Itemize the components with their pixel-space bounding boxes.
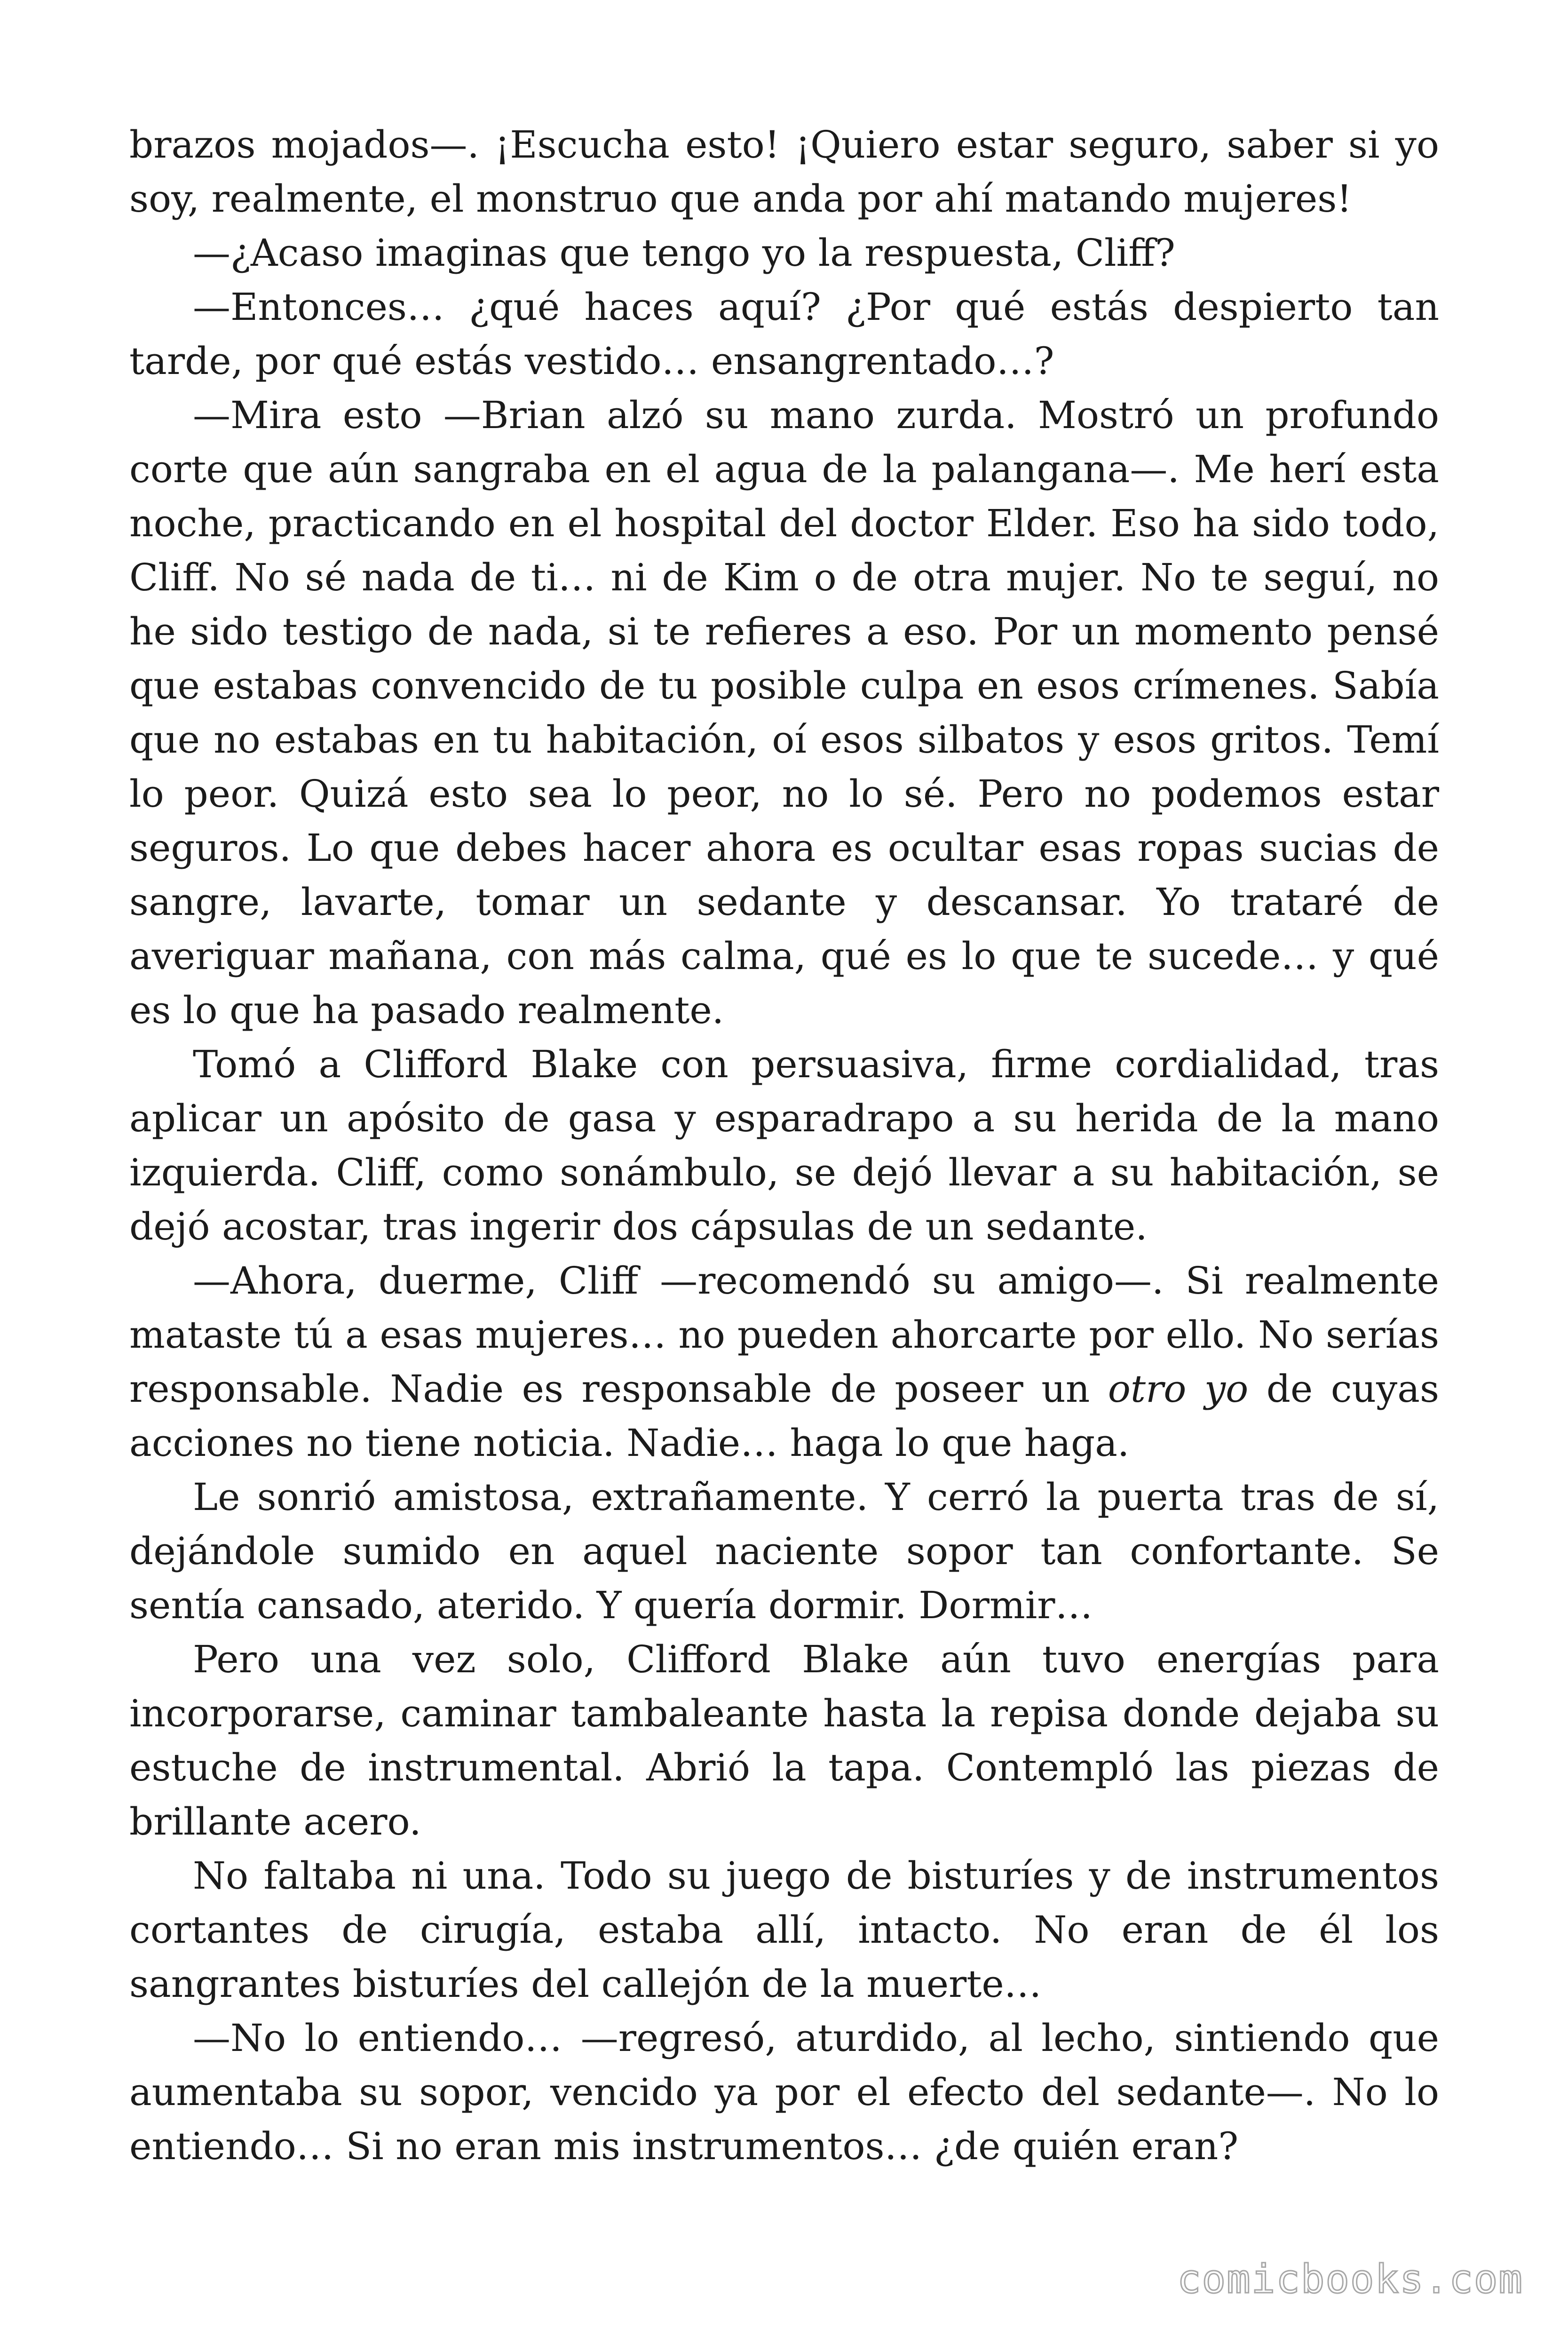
paragraph: —No lo entiendo… —regresó, aturdido, al lecho, sintiendo que aumentaba su sopor, vencido ya por el efecto del sedante—. No lo entiendo… Si no eran mis instrumentos… ¿de quién eran? <box>129 2016 1439 2168</box>
paragraph: —Entonces… ¿qué haces aquí? ¿Por qué estás despierto tan tarde, por qué estás vestido… ensangrentado…? <box>129 285 1439 383</box>
paragraph-continuation: brazos mojados—. ¡Escucha esto! ¡Quiero estar seguro, saber si yo soy, realmente, el monstruo que anda por ahí matando mujeres! <box>129 123 1439 221</box>
paragraph-text-before: —Ahora, duerme, Cliff —recomendó su amigo—. Si realmente mataste tú a esas mujeres… no pueden ahorcarte por ello. No serías responsable. Nadie es responsable de poseer un <box>129 1259 1439 1411</box>
paragraph <box>129 1254 1439 1470</box>
paragraph: Le sonrió amistosa, extrañamente. Y cerró la puerta tras de sí, dejándole sumido en aquel naciente sopor tan confortante. Se sentía cansado, aterido. Y quería dormir. Dormir… <box>129 1475 1439 1627</box>
paragraph: —Mira esto —Brian alzó su mano zurda. Mostró un profundo corte que aún sangraba en el agua de la palangana—. Me herí esta noche, practicando en el hospital del doctor Elder. Eso ha sido todo, Cliff. No sé nada de ti… ni de Kim o de otra mujer. No te seguí, no he sido testigo de nada, si te refieres a eso. Por un momento pensé que estabas convencido de tu posible culpa en esos crímenes. Sabía que no estabas en tu habitación, oí esos silbatos y esos gritos. Temí lo peor. Quizá esto sea lo peor, no lo sé. Pero no podemos estar seguros. Lo que debes hacer ahora es ocultar esas ropas sucias de sangre, lavarte, tomar un sedante y descansar. Yo trataré de averiguar mañana, con más calma, qué es lo que te sucede… y qué es lo que ha pasado realmente. <box>129 393 1439 1032</box>
paragraph: Tomó a Clifford Blake con persuasiva, firme cordialidad, tras aplicar un apósito de gasa y esparadrapo a su herida de la mano izquierda. Cliff, como sonámbulo, se dejó llevar a su habitación, se dejó acostar, tras ingerir dos cápsulas de un sedante. <box>129 1042 1439 1248</box>
paragraph: Pero una vez solo, Clifford Blake aún tuvo energías para incorporarse, caminar tambaleante hasta la repisa donde dejaba su estuche de instrumental. Abrió la tapa. Contempló las piezas de brillante acero. <box>129 1637 1439 1843</box>
paragraph-text-after: de cuyas acciones no tiene noticia. Nadie… haga lo que haga. <box>129 1367 1439 1465</box>
paragraph: No faltaba ni una. Todo su juego de bisturíes y de instrumentos cortantes de cirugía, estaba allí, intacto. No eran de él los sangrantes bisturíes del callejón de la muerte… <box>129 1854 1439 2006</box>
paragraph: —¿Acaso imaginas que tengo yo la respuesta, Cliff? <box>193 231 1175 275</box>
page-body <box>129 118 1439 2173</box>
italic-phrase: otro yo <box>1108 1367 1249 1411</box>
watermark-logo: comicbooks.com <box>1177 2256 1523 2302</box>
